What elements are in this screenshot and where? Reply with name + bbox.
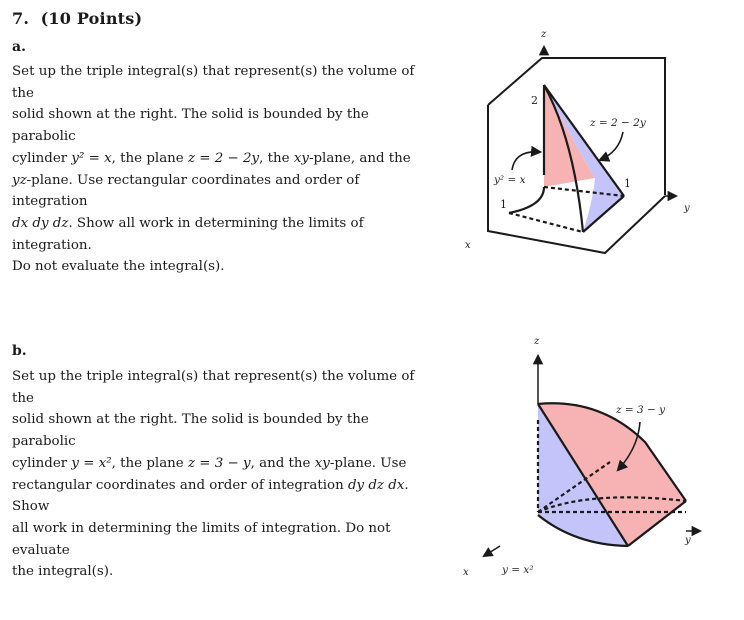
axis-label-z-b: z [534, 336, 540, 347]
part-a-line-3: cylinder y² = x, the plane z = 2 − 2y, the xy-plane, and the [12, 150, 411, 166]
equation-plane-b: z = 3 − y [187, 455, 251, 471]
label-x-intercept: 1 [500, 198, 507, 211]
axis-label-y-b: y [685, 535, 691, 546]
equation-plane: z = 2 − 2y [187, 150, 260, 166]
part-b-line-3: cylinder y = x², the plane z = 3 − y, and the xy-plane. Use [12, 455, 407, 471]
axis-label-z: z [541, 29, 547, 40]
part-a-line-5: dx dy dz. Show all work in determining the limits of integration. [12, 215, 364, 253]
label-plane: z = 2 − 2y [590, 117, 646, 129]
part-b-line-6: the integral(s). [12, 564, 114, 580]
part-a-line-1: Set up the triple integral(s) that represent(s) the volume of the [12, 64, 415, 101]
equation-cylinder: y² = x [71, 150, 112, 166]
axis-label-x-b: x [463, 567, 469, 578]
axis-label-x: x [465, 240, 471, 251]
part-a-line-2: solid shown at the right. The solid is bounded by the parabolic [12, 107, 369, 145]
part-b-label: b. [12, 343, 27, 359]
part-a-line-4: yz-plane. Use rectangular coordinates and order of integration [12, 172, 360, 210]
axis-label-y: y [684, 203, 690, 214]
part-b-line-4: rectangular coordinates and order of integration dy dz dx. Show [12, 477, 409, 515]
part-b-line-1: Set up the triple integral(s) that represent(s) the volume of the [12, 369, 415, 406]
integration-order-b: dy dz dx [347, 477, 405, 493]
part-a-label: a. [12, 39, 26, 55]
part-b-line-5: all work in determining the limits of integration. Do not evaluate [12, 520, 391, 558]
problem-points: (10 Points) [40, 9, 143, 28]
x-axis-b [484, 546, 500, 556]
label-cylinder: y² = x [494, 174, 526, 186]
problem-number: 7. [12, 9, 30, 28]
part-a-line-6: Do not evaluate the integral(s). [12, 259, 225, 275]
equation-cylinder-b: y = x² [71, 455, 112, 471]
label-cylinder-b: y = x² [502, 564, 534, 576]
label-y-intercept: 1 [624, 177, 631, 190]
label-z-intercept: 2 [531, 94, 538, 107]
integration-order: dx dy dz [12, 215, 69, 231]
label-plane-b: z = 3 − y [616, 404, 666, 416]
part-b-line-2: solid shown at the right. The solid is bounded by the parabolic [12, 412, 369, 450]
